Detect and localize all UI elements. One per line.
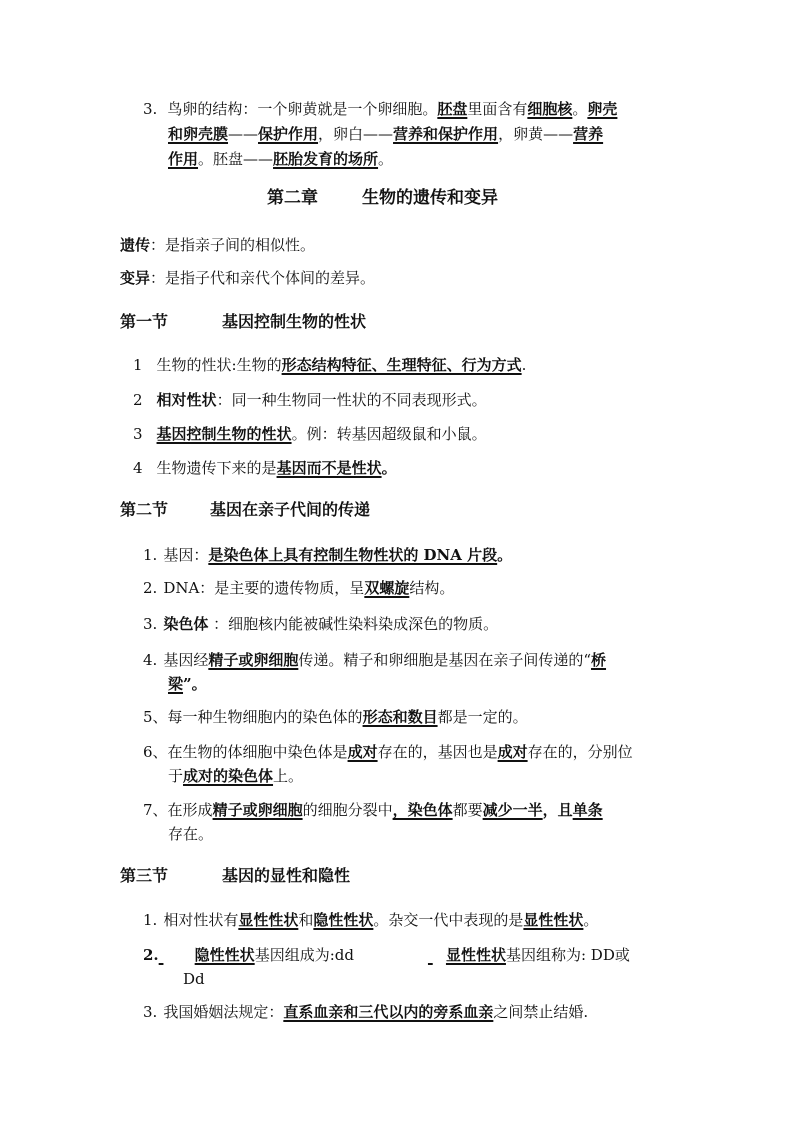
definition-variation: 变异：是指子代和亲代个体间的差异。 [120, 269, 376, 287]
p3-line-2: 和卵壳膜——保护作用，卵白——营养和保护作用，卵黄——营养 [168, 125, 604, 143]
p3-number: 3. [143, 100, 158, 118]
s2-item-3: 3. 染色体 ：细胞核内能被碱性染料染成深色的物质。 [143, 615, 499, 633]
chapter-heading [267, 188, 498, 208]
s1-item-2: 2 相对性状：同一种生物同一性状的不同表现形式。 [133, 391, 487, 409]
s1-item-4: 4 生物遗传下来的是基因而不是性状。 [133, 459, 397, 477]
section-2-heading: 第二节 基因在亲子代间的传递 [120, 500, 371, 519]
s3-item-2-cont: Dd [183, 970, 205, 988]
section-3-heading: 第三节 基因的显性和隐性 [120, 866, 351, 885]
s2-item-6-cont: 于成对的染色体上。 [168, 767, 304, 785]
p3-line-1: 3. 鸟卵的结构：一个卵黄就是一个卵细胞。胚盘里面含有细胞核。卵壳 [143, 100, 618, 118]
s3-item-3: 3. 我国婚姻法规定：直系血亲和三代以内的旁系血亲之间禁止结婚. [143, 1003, 589, 1021]
s2-item-6: 6、在生物的体细胞中染色体是成对存在的，基因也是成对存在的，分别位 [143, 743, 633, 761]
s2-item-7: 7、在形成精子或卵细胞的细胞分裂中，染色体都要减少一半，且单条 [143, 801, 603, 819]
s2-item-4-cont: 梁”。 [168, 675, 207, 693]
s1-item-3: 3 基因控制生物的性状。例：转基因超级鼠和小鼠。 [133, 425, 487, 443]
chapter-number: 第二章 [267, 188, 318, 208]
s1-item-1: 1 生物的性状:生物的形态结构特征、生理特征、行为方式. [133, 356, 527, 374]
s2-item-2: 2. DNA：是主要的遗传物质，呈双螺旋结构。 [143, 579, 455, 597]
chapter-title: 生物的遗传和变异 [362, 188, 498, 208]
s3-item-1: 1. 相对性状有显性性状和隐性性状。杂交一代中表现的是显性性状。 [143, 911, 599, 929]
s2-item-7-cont: 存在。 [168, 825, 214, 843]
s2-item-5: 5、每一种生物细胞内的染色体的形态和数目都是一定的。 [143, 708, 528, 726]
s3-item-2: 2. 隐性性状基因组成为:dd 显性性状基因组称为: DD或 [143, 946, 630, 964]
definition-heredity: 遗传：是指亲子间的相似性。 [120, 236, 316, 254]
s2-item-1: 1. 基因：是染色体上具有控制生物性状的 DNA 片段。 [143, 546, 513, 564]
p3-line-3: 作用。胚盘——胚胎发育的场所。 [168, 150, 394, 168]
s2-item-4: 4. 基因经精子或卵细胞传递。精子和卵细胞是基因在亲子间传递的“桥 [143, 651, 607, 669]
section-1-heading: 第一节 基因控制生物的性状 [120, 312, 367, 331]
